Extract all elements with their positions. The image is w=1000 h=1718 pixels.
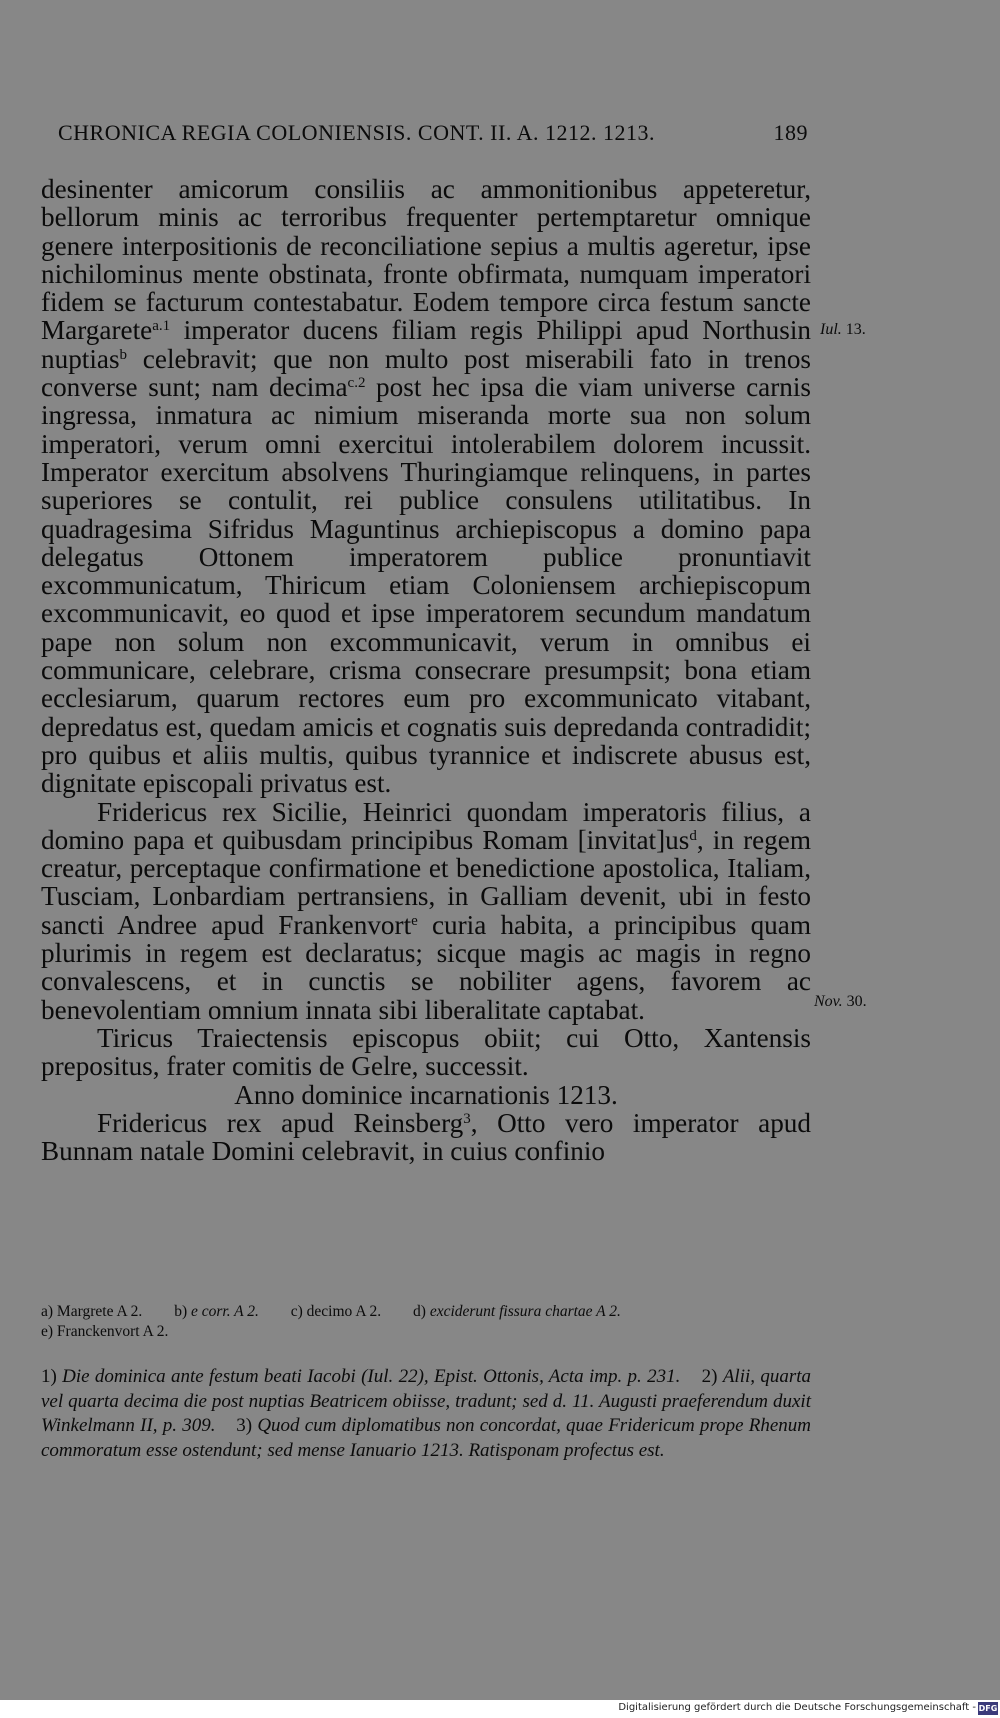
running-title: CHRONICA REGIA COLONIENSIS. CONT. II. A. 1212. 1213. <box>58 120 655 145</box>
note-1-text: Die dominica ante festum beati Iacobi (Iul. 22), Epist. Ottonis, Acta imp. p. 231. <box>62 1366 681 1387</box>
critical-apparatus <box>41 1302 811 1342</box>
text-run: post hec ipsa die viam universe carnis ingressa, inmatura ac nimium miseranda morte sua non solum imperatori, verum omni exercitui intolerabilem dolorem incussit. Imperator exercitum absolvens Thuringiamque relinquens, in partes superiores se contulit, rei publice consulens utilitatibus. In quadragesima Sifridus Maguntinus archiepiscopus a domino papa delegatus Ottonem imperatorem publice pronuntiavit excommunicatum, Thiricum etiam Coloniensem archiepiscopum excommunicavit, eo quod et ipse imperatorem secundum mandatum pape non solum non excommunicavit, verum in omnibus ei communicare, celebrare, crisma consecrare presumpsit; bona etiam ecclesiarum, quarum rectores eum pro excommunicato vitabant, depredatus est, quedam amicis et cognatis suis depredanda contradidit; pro quibus et aliis multis, quibus tyrannice et indiscrete abusus est, dignitate episcopali privatus est. <box>41 372 811 799</box>
text-run: imperator ducens filiam regis Philippi apud Northusin nuptias <box>41 315 811 374</box>
text-run: , in regem creatur, perceptaque confirmatione et benedictione apostolica, Italiam, Tusciam, Lonbardiam pertransiens, in Galliam devenit, ubi in festo sancti Andree apud Frankenvort <box>41 824 811 940</box>
apparatus-entry-e: e) Franckenvort A 2. <box>41 1323 169 1340</box>
apparatus-entry-c: c) decimo A 2. <box>290 1303 382 1320</box>
text-run: curia habita, a principibus quam plurimis in regem est declaratus; sicque magis ac magis in regno convalescens, et in cunctis se nobiliter agens, favorem ac benevolentiam omnium innata sibi liberalitate captabat. <box>41 909 811 1025</box>
digitization-footer <box>0 1700 1000 1718</box>
footnote-mark: a.1 <box>152 318 171 335</box>
footnote-mark: c.2 <box>347 375 366 392</box>
margin-date-july <box>820 321 866 339</box>
margin-date-november <box>814 993 867 1011</box>
text-run: , Otto vero imperator apud Bunnam natale Domini celebravit, in cuius confinio <box>41 1107 811 1167</box>
text-run: desinenter amicorum consiliis ac ammonitionibus appeteretur, bellorum minis ac terroribus frequenter pertemptaretur omnique genere interpositionis de reconciliatione sepius a multis ageretur, ipse nichilominus mente obstinata, fronte obfirmata, numquam imperatori fidem se facturum contestabatur. Eodem tempore circa festum sancte Margarete <box>41 174 811 346</box>
note-2-text: Alii, quarta vel quarta decima die post nuptias Beatricem obiisse, tradunt; sed d. 11. Augusti praeferendum duxit Winkelmann II, p. 309. <box>41 1366 812 1436</box>
paragraph-1 <box>41 175 811 798</box>
apparatus-entry-a: a) Margrete A 2. <box>41 1303 143 1320</box>
running-header <box>58 120 808 146</box>
note-3-label: 3) <box>236 1415 253 1436</box>
note-3-text: Quod cum diplomatibus non concordat, quae Fridericum prope Rhenum commoratum esse ostendunt; sed mense Ianuario 1213. Ratisponam profectus est. <box>41 1415 812 1461</box>
dfg-credit: Digitalisierung gefördert durch die Deutsche Forschungsgemeinschaft - <box>618 1702 976 1713</box>
paragraph-2 <box>41 798 811 1024</box>
apparatus-line-1 <box>41 1302 811 1322</box>
historical-notes <box>41 1365 811 1463</box>
dfg-logo-icon: DFG <box>978 1704 998 1713</box>
note-2-label: 2) <box>701 1366 718 1387</box>
footnote-mark: d <box>689 827 697 844</box>
text-run: Fridericus rex Sicilie, Heinrici quondam imperatoris filius, a domino papa et quibusdam principibus Romam [invitat]us <box>41 796 811 855</box>
footnote-mark: e <box>411 912 418 929</box>
footnote-mark: b <box>119 346 128 363</box>
apparatus-entry-b: b) e corr. A 2. <box>174 1303 259 1320</box>
paragraph-4 <box>41 1109 811 1166</box>
margin-day: 13. <box>845 321 866 338</box>
text-run: celebravit; que non multo post miserabili fato in trenos converse sunt; nam decima <box>41 343 811 403</box>
paragraph-3: Tiricus Traiectensis episcopus obiit; cui Otto, Xantensis prepositus, frater comitis de Gelre, successit. <box>41 1022 811 1082</box>
main-text <box>41 175 811 1165</box>
apparatus-line-2 <box>41 1322 811 1342</box>
note-1-label: 1) <box>41 1366 57 1387</box>
footnote-mark: 3 <box>463 1110 471 1127</box>
page-number: 189 <box>773 120 808 145</box>
margin-month: Iul. <box>820 321 842 338</box>
margin-month: Nov. <box>814 993 843 1010</box>
margin-day: 30. <box>846 993 867 1010</box>
text-run: Fridericus rex apud Reinsberg <box>97 1107 464 1138</box>
apparatus-entry-d: d) exciderunt fissura chartae A 2. <box>413 1303 621 1320</box>
year-heading: Anno dominice incarnationis 1213. <box>234 1079 618 1110</box>
